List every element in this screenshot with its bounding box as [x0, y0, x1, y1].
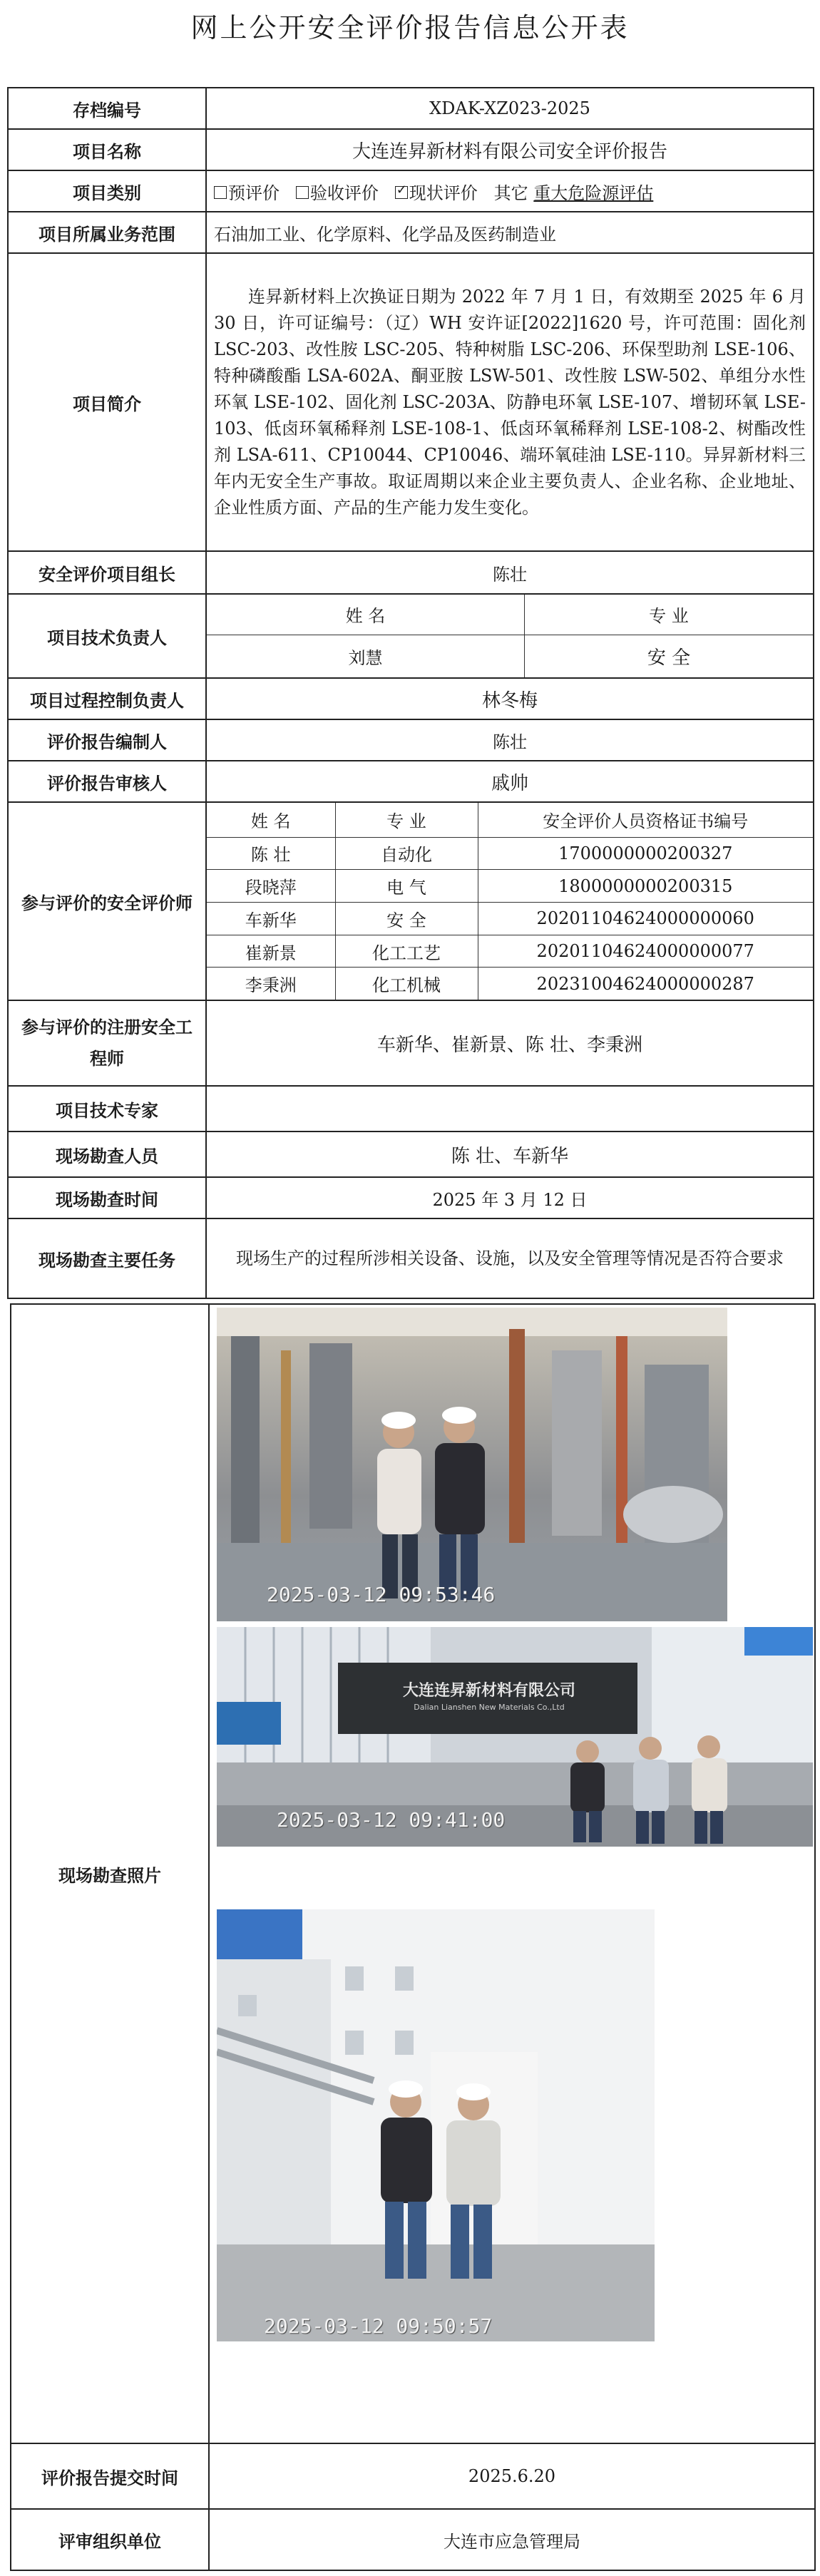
row-site-task	[8, 1218, 814, 1298]
photo-1-timestamp: 2025-03-12 09:53:46	[267, 1583, 496, 1606]
evaluators-header-row	[207, 803, 813, 837]
row-site-staff	[8, 1132, 814, 1177]
photo-3-timestamp: 2025-03-12 09:50:57	[264, 2314, 493, 2338]
table-row	[207, 968, 813, 1000]
evaluator-major: 自动化	[335, 837, 478, 870]
row-compiler	[8, 719, 814, 761]
reviewer-value: 戚帅	[206, 761, 814, 802]
row-intro	[8, 253, 814, 551]
evaluators-table	[207, 803, 813, 1000]
site-photos-label: 现场勘查照片	[11, 1304, 209, 2443]
photo-2-timestamp: 2025-03-12 09:41:00	[277, 1808, 506, 1832]
row-business-scope	[8, 212, 814, 253]
team-leader-label: 安全评价项目组长	[8, 551, 206, 594]
archive-no-value: XDAK-XZ023-2025	[206, 88, 814, 129]
process-control-value: 林冬梅	[206, 678, 814, 719]
table-row	[207, 870, 813, 903]
row-project-type	[8, 170, 814, 212]
business-scope-value: 石油加工业、化学原料、化学品及医药制造业	[206, 212, 814, 253]
table-row	[207, 837, 813, 870]
evaluators-col-name: 姓 名	[207, 803, 335, 837]
info-table	[7, 87, 814, 1299]
option-status: ✓ 现状评价	[395, 183, 478, 203]
review-org-label: 评审组织单位	[11, 2509, 209, 2570]
site-staff-value: 陈 壮、车新华	[206, 1132, 814, 1177]
evaluator-cert: 202011046240000000​60	[478, 902, 813, 935]
review-org-value: 大连市应急管理局	[209, 2509, 815, 2570]
evaluator-cert: 202011046240000000​77	[478, 935, 813, 968]
evaluator-major: 电 气	[335, 870, 478, 903]
evaluator-major: 化工工艺	[335, 935, 478, 968]
intro-text: 连昇新材料上次换证日期为 2022 年 7 月 1 日，有效期至 2025 年 6 月 30 日，许可证编号：（辽）WH 安许证[2022]1620 号，许可范围：固化剂 LSC-203、改性胺 LSC-205、特种树脂 LSC-206、环保型助剂 LSE-106、特种磷酸酯 LSA-602A、酮亚胺 LSW-501、改性胺 LSW-502、单组分水性环氧 LSE-102、固化剂 LSC-203A、防静电环氧 LSE-107、增韧环氧 LSE-103、低卤环氧稀释剂 LSE-108-1、低卤环氧稀释剂 LSE-108-2、树酯改性剂 LSA-611、CP10044、CP10046、端环氧硅油 LSE-110。异昇新材料三年内无安全生产事故。取证周期以来企业主要负责人、企业名称、企业地址、企业性质方面、产品的生产能力发生变化。	[206, 253, 814, 551]
company-sign-text: 大连连昇新材料有限公司	[402, 1682, 575, 1700]
option-other-label: 其它	[493, 183, 528, 203]
row-archive-no	[8, 88, 814, 129]
evaluators-label: 参与评价的安全评价师	[8, 802, 206, 1000]
tech-lead-name: 刘慧	[207, 635, 525, 677]
process-control-label: 项目过程控制负责人	[8, 678, 206, 719]
evaluators-col-major: 专 业	[335, 803, 478, 837]
row-review-org	[11, 2509, 815, 2570]
tech-lead-col-name: 姓 名	[207, 595, 525, 635]
option-accept: 验收评价	[296, 183, 379, 203]
evaluator-cert: 1800000000200315	[478, 870, 813, 903]
project-type-label: 项目类别	[8, 170, 206, 212]
row-submit-time	[11, 2443, 815, 2509]
tech-expert-label: 项目技术专家	[8, 1086, 206, 1132]
row-evaluators	[8, 802, 814, 1000]
evaluator-name: 段晓萍	[207, 870, 335, 903]
site-photo-3	[217, 1909, 655, 2341]
project-type-options	[206, 170, 814, 212]
row-process-control	[8, 678, 814, 719]
tech-lead-table	[207, 595, 813, 677]
row-tech-lead	[8, 594, 814, 678]
compiler-label: 评价报告编制人	[8, 719, 206, 761]
site-task-value: 现场生产的过程所涉相关设备、设施，以及安全管理等情况是否符合要求	[206, 1218, 814, 1298]
registered-engineers-value: 车新华、崔新景、陈 壮、李秉洲	[206, 1000, 814, 1086]
checkbox-accept	[296, 186, 309, 199]
evaluator-major: 化工机械	[335, 968, 478, 1000]
evaluator-cert: 1700000000200327	[478, 837, 813, 870]
row-team-leader	[8, 551, 814, 594]
option-pre: 预评价	[214, 183, 280, 203]
site-time-label: 现场勘查时间	[8, 1177, 206, 1218]
plant-interior-image	[217, 1308, 727, 1621]
project-name-label: 项目名称	[8, 129, 206, 170]
site-photo-1	[217, 1308, 727, 1621]
building-exterior-image	[217, 1909, 655, 2341]
archive-no-label: 存档编号	[8, 88, 206, 129]
company-sign-subtext: Dalian Lianshen New Materials Co.,Ltd	[414, 1703, 565, 1712]
intro-label: 项目简介	[8, 253, 206, 551]
site-time-value: 2025 年 3 月 12 日	[206, 1177, 814, 1218]
row-reviewer	[8, 761, 814, 802]
reviewer-label: 评价报告审核人	[8, 761, 206, 802]
checkbox-status	[395, 186, 408, 199]
registered-engineers-label: 参与评价的注册安全工程师	[8, 1000, 206, 1086]
page-title: 网上公开安全评价报告信息公开表	[190, 12, 630, 43]
tech-expert-value	[206, 1086, 814, 1132]
evaluator-cert: 202310046240000002​87	[478, 968, 813, 1000]
compiler-value: 陈壮	[206, 719, 814, 761]
evaluator-name: 陈 壮	[207, 837, 335, 870]
row-site-time	[8, 1177, 814, 1218]
business-scope-label: 项目所属业务范围	[8, 212, 206, 253]
tech-lead-col-major: 专 业	[525, 595, 814, 635]
table-row	[207, 902, 813, 935]
submit-time-label: 评价报告提交时间	[11, 2443, 209, 2509]
row-project-name	[8, 129, 814, 170]
row-registered-engineers	[8, 1000, 814, 1086]
evaluator-major: 安 全	[335, 902, 478, 935]
submit-time-value: 2025.6.20	[209, 2443, 815, 2509]
tech-lead-label: 项目技术负责人	[8, 594, 206, 678]
site-photo-2	[217, 1627, 813, 1847]
evaluator-name: 车新华	[207, 902, 335, 935]
evaluators-col-cert: 安全评价人员资格证书编号	[478, 803, 813, 837]
site-task-label: 现场勘查主要任务	[8, 1218, 206, 1298]
project-name-value: 大连连昇新材料有限公司安全评价报告	[206, 129, 814, 170]
site-staff-label: 现场勘查人员	[8, 1132, 206, 1177]
row-tech-expert	[8, 1086, 814, 1132]
tech-lead-major: 安 全	[525, 635, 814, 677]
evaluator-name: 李秉洲	[207, 968, 335, 1000]
table-row	[207, 935, 813, 968]
team-leader-value: 陈壮	[206, 551, 814, 594]
checkbox-pre	[214, 186, 227, 199]
option-other-value: 重大危险源评估	[533, 183, 654, 203]
evaluator-name: 崔新景	[207, 935, 335, 968]
